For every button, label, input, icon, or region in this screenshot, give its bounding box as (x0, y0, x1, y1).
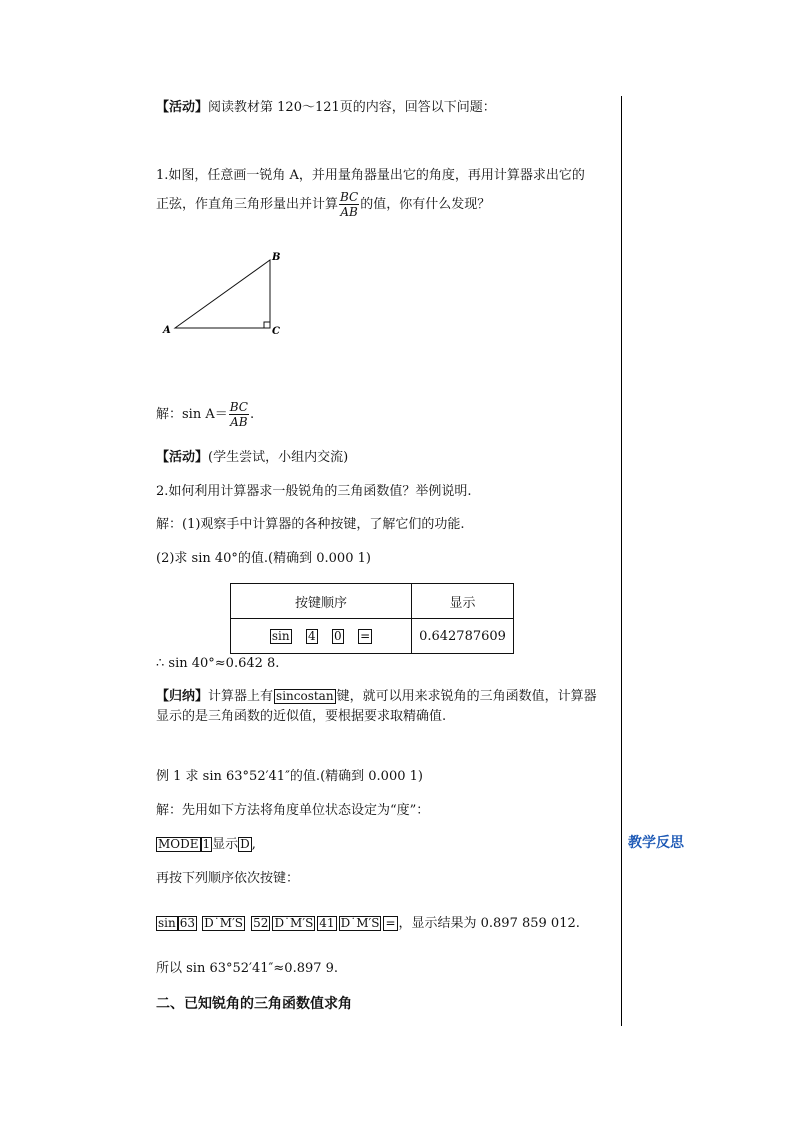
key-1: 1 (202, 837, 211, 851)
key-4: 4 (307, 628, 316, 643)
answer1-line (156, 400, 254, 429)
key-dms: D˙M′S (340, 916, 380, 930)
vertex-a-label: A (163, 325, 171, 336)
key-d: D (240, 837, 250, 851)
question1-line1: 1.如图，任意画一锐角 A，并用量角器量出它的角度，再用计算器求出它的 (156, 168, 585, 183)
conclusion2-line: 所以 sin 63°52′41″≈0.897 9. (156, 961, 339, 976)
right-angle-mark (264, 322, 270, 328)
right-triangle-figure (160, 247, 290, 342)
question2-line: 2.如何利用计算器求一般锐角的三角函数值？举例说明. (156, 484, 472, 499)
fraction-bc-ab (339, 190, 359, 219)
mode-display-text: 显示 (212, 837, 239, 852)
solution2-step2: (2)求 sin 40°的值.(精确到 0.000 1) (156, 551, 371, 566)
summary-tag: 【归纳】 (156, 689, 209, 704)
activity1-line (156, 99, 496, 117)
fraction-denominator: AB (230, 415, 248, 429)
fraction-numerator: BC (229, 400, 248, 414)
fraction-numerator: BC (340, 190, 359, 204)
header-display: 显示 (412, 584, 514, 619)
example1-line: 例 1 求 sin 63°52′41″的值.(精确到 0.000 1) (156, 769, 423, 784)
section2-heading: 二、已知锐角的三角函数值求角 (156, 996, 352, 1012)
key-52: 52 (253, 916, 269, 930)
key-sequence-table (230, 583, 514, 654)
table-row (231, 619, 514, 654)
question1-line2 (156, 190, 490, 219)
table-header-row (231, 584, 514, 619)
answer1-prefix: 解：sin A＝ (156, 407, 228, 422)
teaching-reflection-label: 教学反思 (628, 835, 684, 851)
key-0: 0 (334, 628, 342, 643)
key-sin: sin (271, 628, 290, 643)
summary-text-b: 键，就可以用来求锐角的三角函数值，计算器 (336, 689, 597, 704)
key-sincostan: sincostan (276, 689, 334, 703)
summary-line1 (156, 688, 597, 706)
key-sequence-cell (231, 619, 412, 654)
example-solution-line1: 解：先用如下方法将角度单位状态设定为“度”： (156, 803, 430, 818)
header-key-order: 按键顺序 (231, 584, 412, 619)
key-dms: D˙M′S (274, 916, 314, 930)
question1-text-a: 正弦，作直角三角形量出并计算 (156, 197, 339, 212)
activity2-text: (学生尝试，小组内交流) (208, 450, 349, 465)
margin-divider (621, 96, 622, 1026)
key-63: 63 (179, 916, 196, 930)
question1-text-b: 的值，你有什么发现？ (360, 197, 491, 212)
display-value-cell: 0.642787609 (412, 619, 514, 654)
activity1-tag: 【活动】 (156, 100, 209, 115)
activity1-text: 阅读教材第 120～121页的内容，回答以下问题： (208, 100, 496, 115)
vertex-b-label: B (272, 252, 281, 263)
vertex-c-label: C (272, 326, 280, 337)
answer1-suffix: . (249, 407, 255, 422)
key-dms: D˙M′S (204, 916, 244, 930)
solution2-step1: 解：(1)观察手中计算器的各种按键，了解它们的功能. (156, 517, 465, 532)
fraction-denominator: AB (340, 205, 358, 219)
key-sequence-line (156, 915, 580, 933)
mode-line (156, 836, 256, 854)
activity2-tag: 【活动】 (156, 450, 209, 465)
example-solution-line2: 再按下列顺序依次按键： (156, 871, 300, 886)
summary-line2: 显示的是三角函数的近似值，要根据要求取精确值. (156, 709, 447, 724)
key-sin: sin (158, 916, 176, 930)
triangle-shape (175, 260, 270, 328)
activity2-line (156, 449, 348, 467)
key-mode: MODE (158, 837, 199, 851)
summary-text-a: 计算器上有 (208, 689, 274, 704)
key-equals: = (360, 628, 371, 643)
key-sequence-result: ，显示结果为 0.897 859 012. (398, 916, 580, 931)
conclusion1-line: ∴ sin 40°≈0.642 8. (156, 656, 280, 671)
mode-tail: , (251, 837, 256, 852)
key-equals: = (385, 916, 396, 930)
answer1-fraction (229, 400, 249, 429)
key-41: 41 (319, 916, 335, 930)
